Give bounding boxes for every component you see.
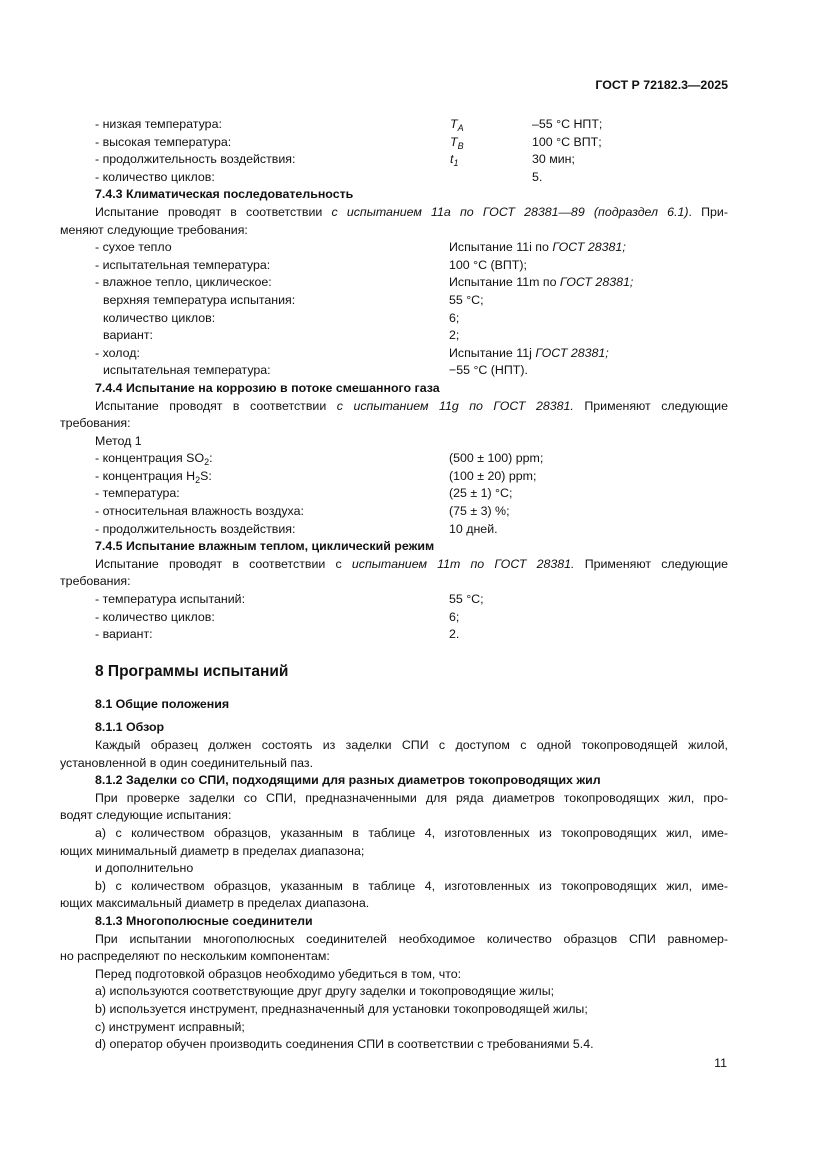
requirement-label: - влажное тепло, циклическое:: [95, 275, 272, 290]
requirement-value: (100 ± 20) ppm;: [449, 468, 537, 483]
param-value: 5.: [532, 169, 543, 184]
paragraph-line: При испытании многополюсных соединителей необходимое количество образцов СПИ равномер-: [95, 931, 728, 946]
list-item: а) используются соответствующие друг другу заделки и токопроводящие жилы;: [95, 984, 555, 999]
requirement-row: [95, 450, 728, 468]
text-run: Испытание 11j: [449, 345, 536, 360]
section-heading-7-4-3: 7.4.3 Климатическая последовательность: [95, 187, 354, 202]
param-symbol-main: T: [450, 134, 458, 149]
text-run: . При-: [688, 204, 728, 219]
requirement-row: [95, 310, 728, 328]
paragraph-line: ющих минимальный диаметр в пределах диапазона;: [60, 843, 365, 858]
requirement-row: [95, 591, 728, 609]
paragraph-line: При проверке заделки со СПИ, предназначенными для ряда диаметров токопроводящих жил, про-: [95, 790, 728, 805]
requirement-label: - относительная влажность воздуха:: [95, 504, 304, 519]
requirement-row: [95, 327, 728, 345]
paragraph-line: [95, 398, 728, 416]
text-run-italic: ГОСТ 28381;: [552, 240, 626, 255]
page-number: 11: [714, 1056, 727, 1070]
requirement-label: вариант:: [103, 328, 153, 343]
paragraph-line: а) с количеством образцов, указанным в таблице 4, изготовленных из токопроводящих жил, име-: [95, 825, 728, 840]
section-heading-8: 8 Программы испытаний: [95, 662, 289, 680]
requirement-label: количество циклов:: [103, 310, 216, 325]
param-value: 30 мин;: [532, 152, 575, 167]
requirement-label: верхняя температура испытания:: [103, 292, 296, 307]
param-value: –55 °C НПТ;: [532, 117, 603, 131]
text-run-italic: испытанием 11m по ГОСТ 28381.: [351, 556, 575, 571]
list-item: d) оператор обучен производить соединения СПИ в соответствии с требованиями 5.4.: [95, 1037, 594, 1052]
text-run: Испытание проводят в соответствии: [95, 398, 337, 413]
requirement-value: (500 ± 100) ppm;: [449, 451, 544, 466]
requirement-label: - температура испытаний:: [95, 592, 246, 607]
text-run: Применяют следующие: [574, 556, 729, 571]
text-run-italic: ГОСТ 28381;: [559, 275, 634, 290]
param-symbol: [450, 134, 464, 152]
requirement-value: [449, 345, 609, 363]
section-heading-8-1-3: 8.1.3 Многополюсные соединители: [95, 913, 313, 928]
list-item: c) инструмент исправный;: [95, 1019, 245, 1034]
section-heading-7-4-4: 7.4.4 Испытание на коррозию в потоке смешанного газа: [95, 380, 440, 395]
text-run: - концентрация SO: [95, 451, 205, 466]
text-run: :: [209, 451, 213, 466]
text-run-italic: с испытанием 11а по ГОСТ 28381—89 (подраздел 6.1): [331, 204, 689, 219]
param-symbol-sub: A: [457, 123, 464, 133]
document-header: ГОСТ Р 72182.3—2025: [595, 78, 728, 92]
requirement-value: (75 ± 3) %;: [449, 504, 510, 519]
paragraph-line: но распределяют по нескольким компонентам:: [60, 949, 330, 964]
text-run: Испытание проводят в соответствии с: [95, 556, 352, 571]
requirement-row: [95, 503, 728, 521]
paragraph-line: водят следующие испытания:: [60, 808, 232, 823]
requirements-743: [95, 239, 728, 380]
param-label: - количество циклов:: [95, 169, 215, 184]
paragraph-line: требования:: [60, 416, 131, 431]
paragraph-line: и дополнительно: [95, 861, 194, 876]
subscript: 2: [204, 457, 210, 468]
requirement-value: 6;: [449, 609, 460, 624]
param-symbol-main: t: [450, 152, 454, 167]
requirement-row: [95, 485, 728, 503]
param-symbol-main: T: [450, 117, 458, 131]
paragraph-line: установленной в один соединительный паз.: [60, 755, 314, 770]
requirements-745: [95, 591, 728, 644]
requirement-label: испытательная температура:: [103, 363, 271, 378]
requirement-label: - холод:: [95, 345, 140, 360]
requirement-label: - сухое тепло: [95, 240, 172, 255]
method-label: Метод 1: [95, 433, 142, 448]
param-row: [95, 151, 728, 169]
requirement-value: 10 дней.: [449, 521, 498, 536]
requirement-row: [95, 239, 728, 257]
requirement-value: [449, 274, 633, 292]
requirement-row: [95, 274, 728, 292]
section-heading-8-1: 8.1 Общие положения: [95, 696, 230, 711]
requirement-row: [95, 257, 728, 275]
requirement-label: [95, 451, 213, 468]
requirement-label: - количество циклов:: [95, 609, 215, 624]
page-content: [60, 116, 729, 1054]
section-heading-8-1-1: 8.1.1 Обзор: [95, 720, 165, 735]
requirement-value: −55 °С (НПТ).: [449, 363, 528, 378]
param-label: - низкая температура:: [95, 117, 222, 131]
param-row: [95, 169, 728, 187]
text-run-italic: ГОСТ 28381;: [535, 345, 609, 360]
requirement-row: [95, 345, 728, 363]
requirement-row: [95, 626, 728, 644]
paragraph-line: Каждый образец должен состоять из заделки СПИ с доступом с одной токопроводящей жилой,: [95, 738, 728, 752]
section-heading-8-1-2: 8.1.2 Заделки со СПИ, подходящими для разных диаметров токопроводящих жил: [95, 773, 601, 788]
param-symbol-sub: 1: [453, 158, 459, 169]
text-run: Испытание 11i по: [449, 240, 553, 255]
requirement-value: 2.: [449, 627, 460, 642]
paragraph-line: требования:: [60, 574, 131, 589]
text-run: S:: [200, 468, 212, 483]
list-item: b) используется инструмент, предназначенный для установки токопроводящей жилы;: [95, 1001, 588, 1016]
requirement-value: 55 °С;: [449, 292, 484, 307]
requirement-row: [95, 468, 728, 486]
requirement-label: - вариант:: [95, 627, 153, 642]
section-heading-7-4-5: 7.4.5 Испытание влажным теплом, циклический режим: [95, 539, 435, 554]
param-row: [95, 134, 728, 152]
requirement-label: [95, 469, 212, 483]
param-symbol: [450, 151, 458, 169]
params-top: [95, 116, 728, 186]
paragraph-line: Перед подготовкой образцов необходимо убедиться в том, что:: [95, 966, 462, 981]
text-run: Испытание 11m по: [449, 275, 560, 290]
requirement-value: (25 ± 1) °С;: [449, 486, 513, 501]
param-label: - высокая температура:: [95, 134, 232, 149]
param-symbol: [450, 116, 464, 134]
param-value: 100 °C ВПТ;: [532, 134, 602, 149]
text-run-italic: с испытанием 11g по ГОСТ 28381.: [336, 398, 574, 413]
paragraph-line: [95, 204, 728, 222]
requirements-744: [95, 450, 728, 538]
text-run: Применяют следующие: [573, 398, 728, 413]
requirement-label: - продолжительность воздействия:: [95, 521, 296, 536]
param-row: [95, 116, 728, 134]
requirement-value: 6;: [449, 310, 460, 325]
paragraph-line: ющих максимальный диаметр в пределах диапазона.: [60, 896, 370, 911]
requirement-value: 2;: [449, 328, 460, 343]
paragraph-line: меняют следующие требования:: [60, 222, 248, 237]
paragraph-line: [95, 556, 728, 574]
requirement-row: [95, 362, 728, 380]
requirement-label: - испытательная температура:: [95, 257, 271, 272]
param-label: - продолжительность воздействия:: [95, 152, 296, 167]
requirement-label: - температура:: [95, 486, 180, 501]
requirement-value: [449, 239, 626, 257]
text-run: Испытание проводят в соответствии: [95, 204, 332, 219]
paragraph-line: b) с количеством образцов, указанным в таблице 4, изготовленных из токопроводящих жил, име-: [95, 878, 728, 893]
requirement-value: 55 °С;: [449, 592, 484, 607]
requirement-row: [95, 292, 728, 310]
requirement-row: [95, 521, 728, 539]
subscript: 2: [195, 474, 201, 485]
text-run: - концентрация H: [95, 468, 196, 483]
param-symbol-sub: B: [457, 140, 464, 151]
requirement-row: [95, 609, 728, 627]
requirement-value: 100 °С (ВПТ);: [449, 257, 527, 272]
